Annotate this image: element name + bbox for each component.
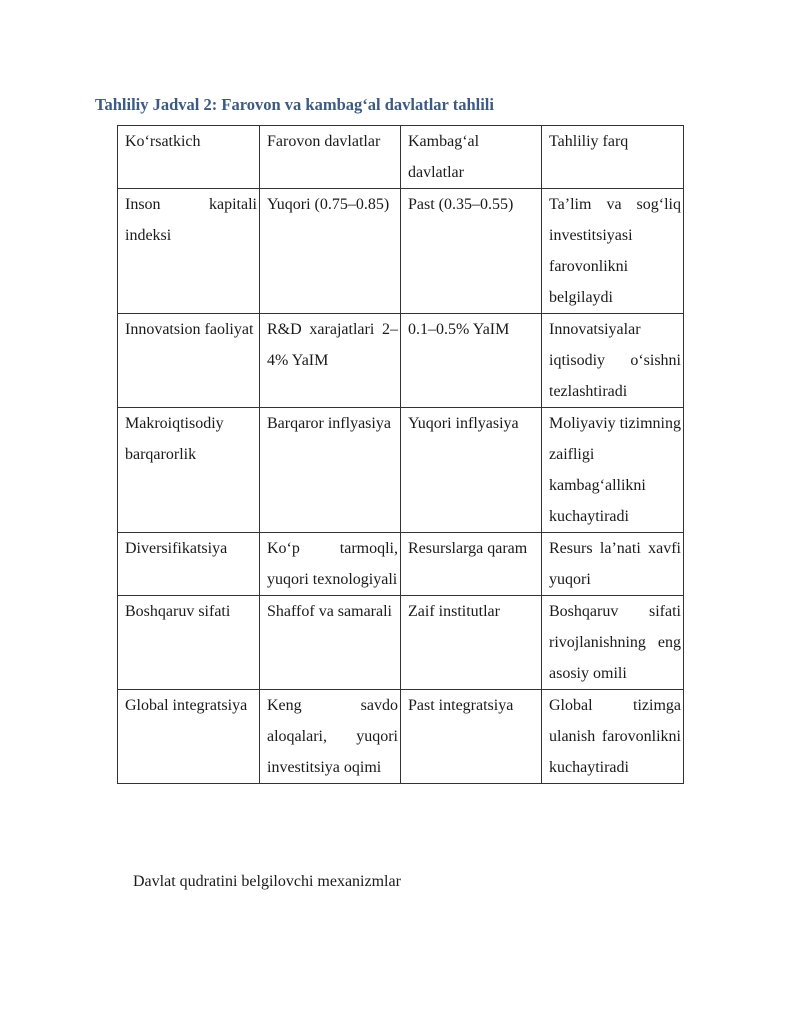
table-cell: Yuqori (0.75–0.85) — [260, 189, 401, 314]
table-row — [118, 690, 684, 784]
header-cell: Ko‘rsatkich — [118, 126, 260, 189]
table-cell: Inson kapitali indeksi — [118, 189, 260, 314]
table-cell: Past (0.35–0.55) — [401, 189, 542, 314]
table-cell: Ta’lim va sog‘liq investitsiyasi farovonlikni belgilaydi — [542, 189, 684, 314]
table-cell: Past integratsiya — [401, 690, 542, 784]
table-cell: R&D xarajatlari 2–4% YaIM — [260, 314, 401, 408]
table-row — [118, 408, 684, 533]
table-cell: Global tizimga ulanish farovonlikni kuchaytiradi — [542, 690, 684, 784]
table-cell: Global integratsiya — [118, 690, 260, 784]
table-title: Tahliliy Jadval 2: Farovon va kambag‘al davlatlar tahlili — [95, 95, 494, 114]
table-row — [118, 314, 684, 408]
header-cell: Kambag‘al davlatlar — [401, 126, 542, 189]
table-cell: Zaif institutlar — [401, 596, 542, 690]
table-cell: Shaffof va samarali — [260, 596, 401, 690]
table-cell: Moliyaviy tizimning zaifligi kambag‘allikni kuchaytiradi — [542, 408, 684, 533]
table-cell: Makroiqtisodiy barqarorlik — [118, 408, 260, 533]
table-header-row — [118, 126, 684, 189]
table-cell: Boshqaruv sifati rivojlanishning eng asosiy omili — [542, 596, 684, 690]
table-cell: Yuqori inflyasiya — [401, 408, 542, 533]
table-row — [118, 189, 684, 314]
analysis-table — [117, 125, 684, 784]
table-cell: Barqaror inflyasiya — [260, 408, 401, 533]
table-cell: Resurslarga qaram — [401, 533, 542, 596]
table-row — [118, 533, 684, 596]
table-cell: Diversifikatsiya — [118, 533, 260, 596]
table-cell: Innovatsiyalar iqtisodiy o‘sishni tezlashtiradi — [542, 314, 684, 408]
table-cell: Keng savdo aloqalari, yuqori investitsiya oqimi — [260, 690, 401, 784]
table-cell: 0.1–0.5% YaIM — [401, 314, 542, 408]
table-cell: Ko‘p tarmoqli, yuqori texnologiyali — [260, 533, 401, 596]
header-cell: Farovon davlatlar — [260, 126, 401, 189]
section-heading-text: Davlat qudratini belgilovchi mexanizmlar — [133, 873, 401, 890]
header-cell: Tahliliy farq — [542, 126, 684, 189]
table-cell: Innovatsion faoliyat — [118, 314, 260, 408]
table-row — [118, 596, 684, 690]
table-cell: Resurs la’nati xavfi yuqori — [542, 533, 684, 596]
table-cell: Boshqaruv sifati — [118, 596, 260, 690]
